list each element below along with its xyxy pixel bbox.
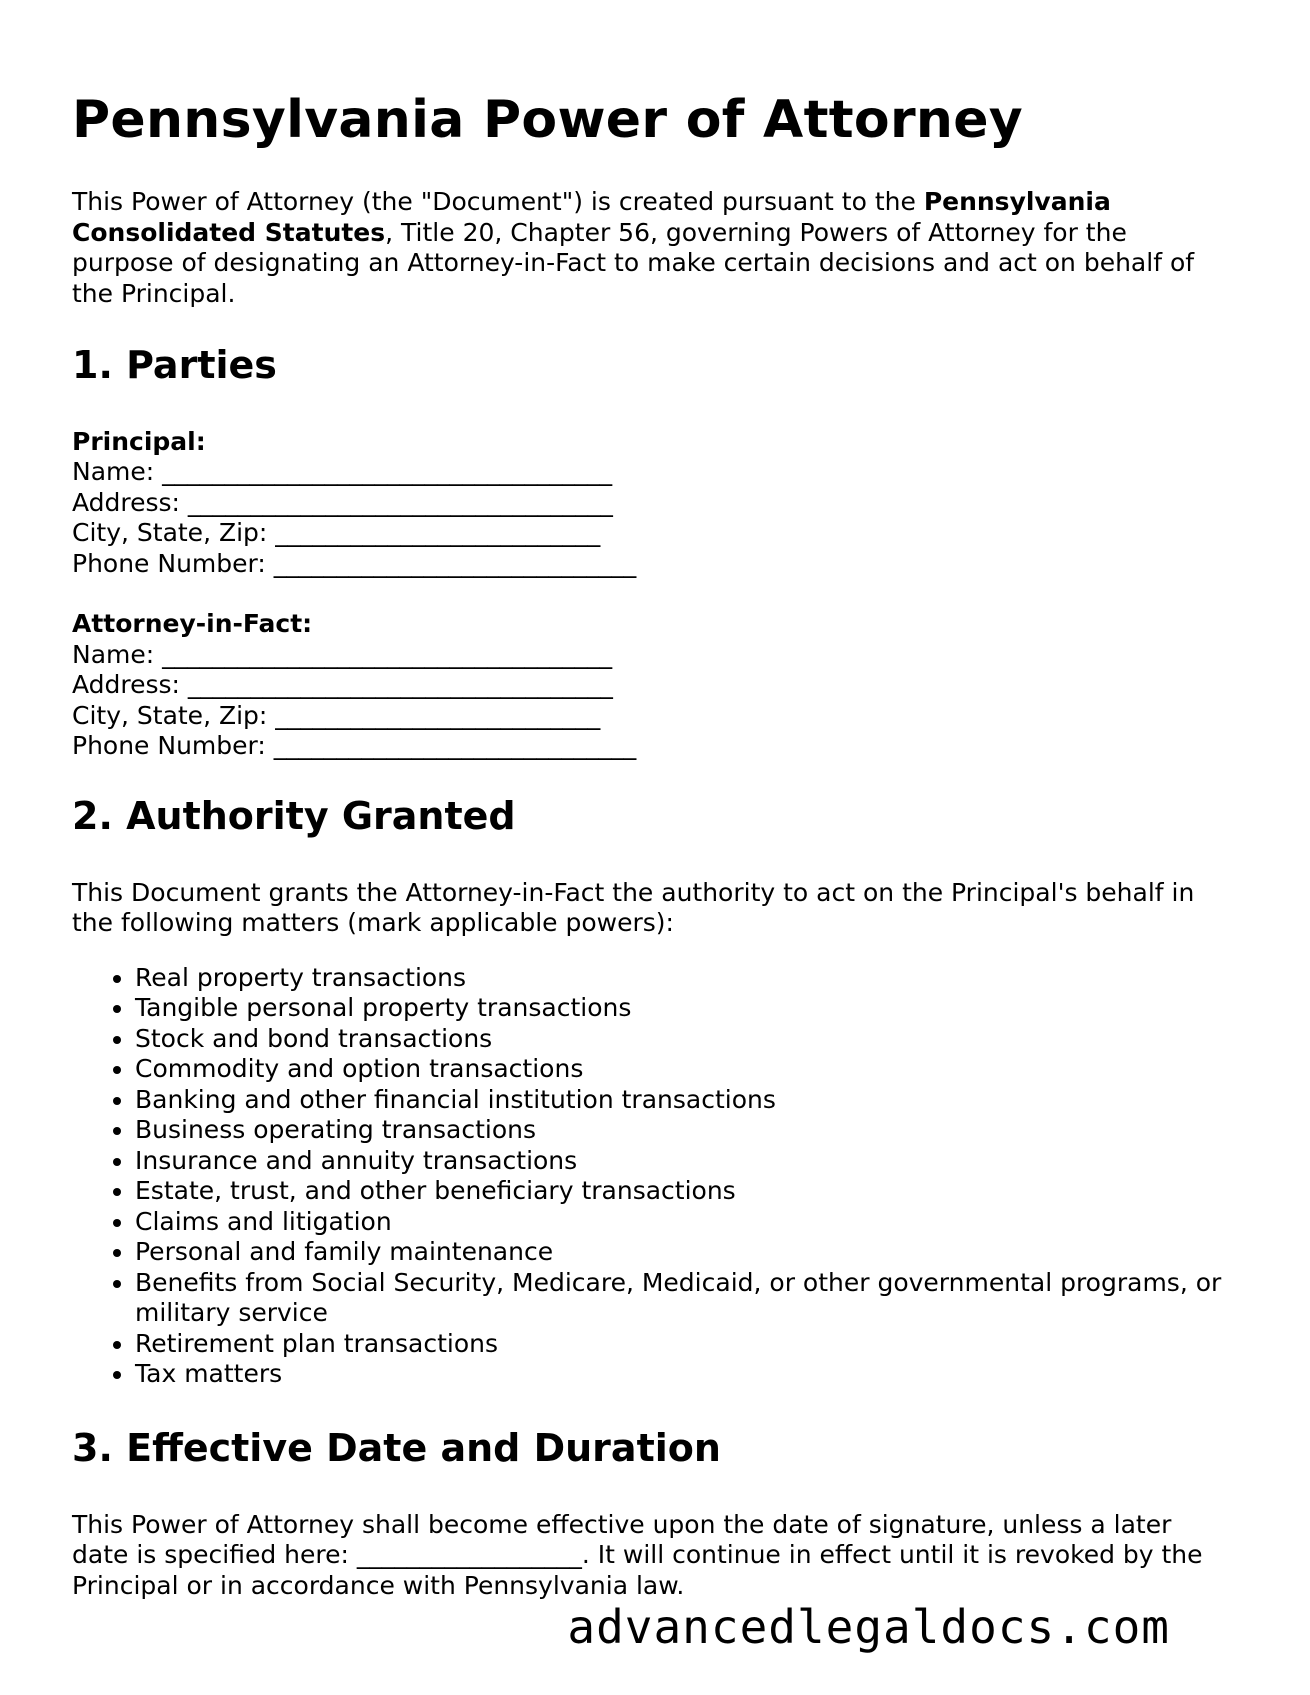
attorney-phone-field: Phone Number: _____________________________ [72, 731, 637, 761]
attorney-city-field: City, State, Zip: __________________________ [72, 700, 601, 730]
page-title: Pennsylvania Power of Attorney [72, 90, 1023, 150]
list-item: • Estate, trust, and other beneficiary transactions [135, 1176, 1232, 1207]
intro-statute: Pennsylvania Consolidated Statutes [72, 187, 1111, 247]
powers-list [72, 963, 1232, 1390]
list-item: • Commodity and option transactions [135, 1054, 1232, 1085]
principal-address-field: Address: __________________________________ [72, 487, 613, 517]
list-item: • Insurance and annuity transactions [135, 1146, 1232, 1177]
section-heading-authority: 2. Authority Granted [72, 793, 516, 838]
list-item: • Tax matters [135, 1359, 1232, 1390]
principal-name-field: Name: ____________________________________ [72, 457, 613, 487]
list-item: • Business operating transactions [135, 1115, 1232, 1146]
list-item: • Tangible personal property transactions [135, 993, 1232, 1024]
document-page [72, 92, 1232, 1637]
effective-date-paragraph: This Power of Attorney shall become effective upon the date of signature, unless a later date is specified here: __________________. It will continue in effect until it is revoked by the Principal or in accordance with Pennsylvania law. [72, 1509, 1203, 1600]
list-item: • Personal and family maintenance [135, 1237, 1232, 1268]
intro-text-2: , Title 20, Chapter 56, governing Powers of Attorney for the purpose of designating an Attorney-in-Fact to make certain decisions and act on behalf of the Principal. [72, 217, 1195, 308]
list-item: • Retirement plan transactions [135, 1329, 1232, 1360]
list-item: • Banking and other financial institution transactions [135, 1085, 1232, 1116]
attorney-name-field: Name: ____________________________________ [72, 639, 613, 669]
principal-city-field: City, State, Zip: __________________________ [72, 518, 601, 548]
principal-phone-field: Phone Number: _____________________________ [72, 548, 637, 578]
list-item: • Claims and litigation [135, 1207, 1232, 1238]
list-item: • Stock and bond transactions [135, 1024, 1232, 1055]
attorney-address-field: Address: __________________________________ [72, 670, 613, 700]
intro-paragraph [72, 187, 1232, 309]
authority-paragraph: This Document grants the Attorney-in-Fact the authority to act on the Principal's behalf in the following matters (mark applicable powers): [72, 877, 1195, 938]
intro-text-1: This Power of Attorney (the "Document") is created pursuant to the [72, 187, 924, 217]
list-item: • Real property transactions [135, 963, 1232, 994]
section-heading-parties: 1. Parties [72, 343, 277, 388]
section-heading-effective-date: 3. Effective Date and Duration [72, 1425, 721, 1470]
watermark-text: advancedlegaldocs.com [567, 1600, 1170, 1654]
principal-label: Principal: [72, 426, 206, 456]
principal-block [72, 427, 1232, 580]
list-item: • Benefits from Social Security, Medicare, Medicaid, or other governmental programs, or military service [135, 1268, 1232, 1329]
attorney-block [72, 609, 1232, 762]
attorney-label: Attorney-in-Fact: [72, 609, 313, 639]
